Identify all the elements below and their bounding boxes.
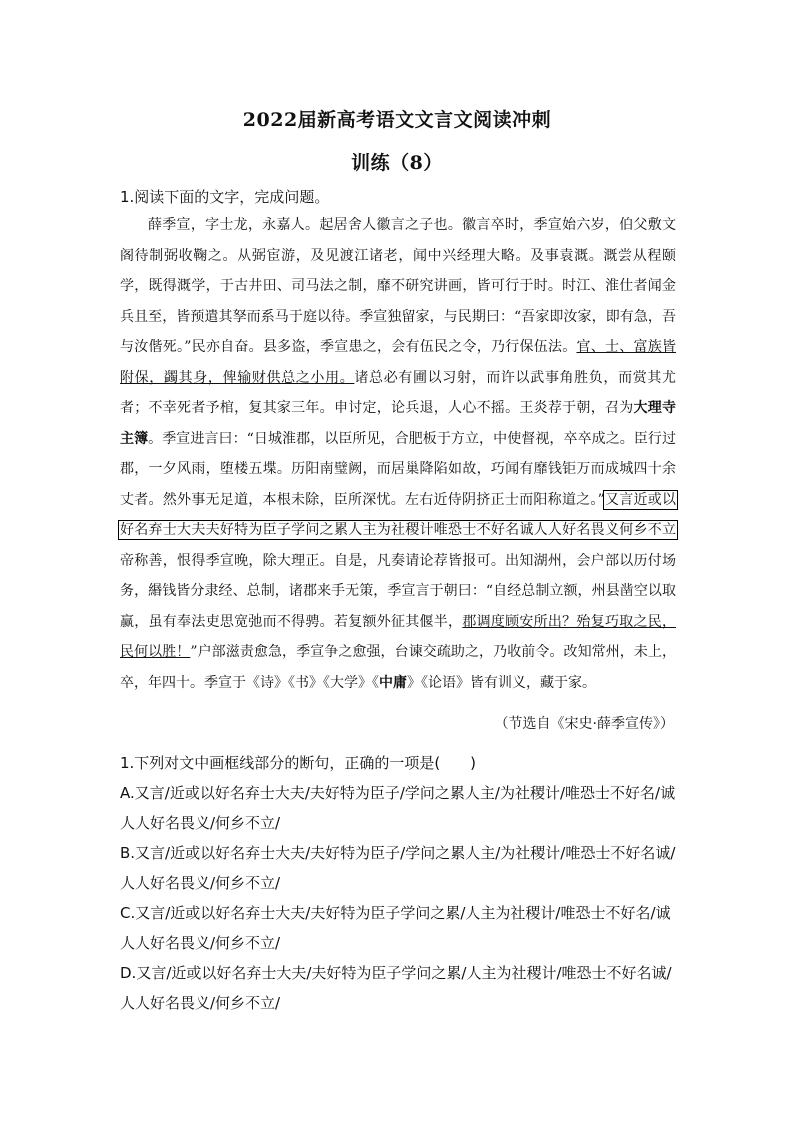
underlined-sentence: 官、士、富族皆附保，蠲其身，俾输财供总之小用。 <box>120 339 676 386</box>
instruction-text: 1.阅读下面的文字，完成问题。 <box>120 188 330 206</box>
passage-text: ”户部滋责愈急，季宣争之愈强，台谏交疏助之，乃收前令。改知常州，未上，卒，年四十。季宣于《诗》《书》《大学》《 <box>120 644 677 691</box>
bold-term: 大理寺主簿 <box>120 400 677 447</box>
question-block <box>120 748 680 1018</box>
passage-paragraph <box>120 210 676 698</box>
passage-text: 帝称善，恨得季宣晚，除大理正。自是，凡奏请论荐皆报可。出知湖州，会户部以历付场务，緡钱皆分隶经、总制，诸郡来手无策，季宣言于朝曰：“自经总制立额，州县凿空以取赢，虽有奉法吏思宽弛而不得骋。若复额外征其偃半， <box>120 552 676 630</box>
passage-text: 薛季宣，字士龙，永嘉人。起居舍人徽言之子也。徽言卒时，季宣始六岁，伯父敷文阁待制弼收鞠之。从弼宦游，及见渡江诸老，闻中兴经理大略。及事袁溉。溉尝从程颐学，既得溉学，于古井田、司马法之制，靡不研究讲画，皆可行于时。时江、淮仕者闻金兵且至，皆预遣其孥而系马于庭以待。季宣独留家，与民期曰：“吾家即汝家，即有急，吾与汝偕死。”民亦自奋。县多盗，季宣患之，会有伍民之令，乃行保伍法。 <box>120 217 676 355</box>
option-a[interactable]: A.又言/近或以好名弃士大夫/夫好特为臣子/学问之累人主/为社稷计/唯恐士不好名/诚人人好名畏义/何乡不立/ <box>120 784 676 832</box>
page-title: 2022届新高考语文文言文阅读冲刺 <box>242 109 552 131</box>
source-citation: （节选自《宋史·薛季宣传》） <box>494 716 674 732</box>
option-c[interactable]: C.又言/近或以好名弃士大夫/夫好特为臣子学问之累/人主为社稷计/唯恐士不好名/诚人人好名畏义/何乡不立/ <box>120 904 671 952</box>
passage-text: 》《论语》皆有训义，藏于家。 <box>407 674 596 691</box>
classical-passage <box>120 210 676 698</box>
option-b[interactable]: B.又言/近或以好名弃士大夫/夫好特为臣子/学问之累人主/为社稷计/唯恐士不好名诚/人人好名畏义/何乡不立/ <box>120 844 676 892</box>
passage-text: 诸总必有圃以习射，而许以武事角胜负，而赏其尤者；不幸死者予棺，复其家三年。 <box>120 369 677 416</box>
boxed-sentence: 又言近或以好名弃士大夫夫好特为臣子学问之累人主为社稷计唯恐士不好名诚人人好名畏义何乡不立 <box>120 491 677 538</box>
page-subtitle: 训练（8） <box>351 152 443 174</box>
option-d[interactable]: D.又言/近或以好名弃士大夫/夫好特为臣子学问之累/人主为社稷计/唯恐士不好名诚/人人好名畏义/何乡不立/ <box>120 964 672 1012</box>
bold-term: 中庸 <box>379 674 407 691</box>
underlined-sentence: 郡调度顾安所出？殆复巧取之民，民何以胜！ <box>120 613 677 660</box>
question-stem: 1.下列对文中画框线部分的断句，正确的一项是( ) <box>120 754 477 772</box>
passage-text: 。季宣进言曰：“日城淮郡，以臣所见，合肥板于方立，中使督视，卒卒成之。臣行过郡，一夕风雨，堕楼五堞。历阳南璧阙，而居巢降陷如故，巧闻有靡钱钜万而成城四十余丈者。然外事无足道，本根未除，臣所深忧。左右近侍阴挤正士而阳称道之。” <box>120 430 677 508</box>
passage-text: 申讨定，论兵退，人心不摇。王炎荐于朝，召为 <box>333 400 634 416</box>
